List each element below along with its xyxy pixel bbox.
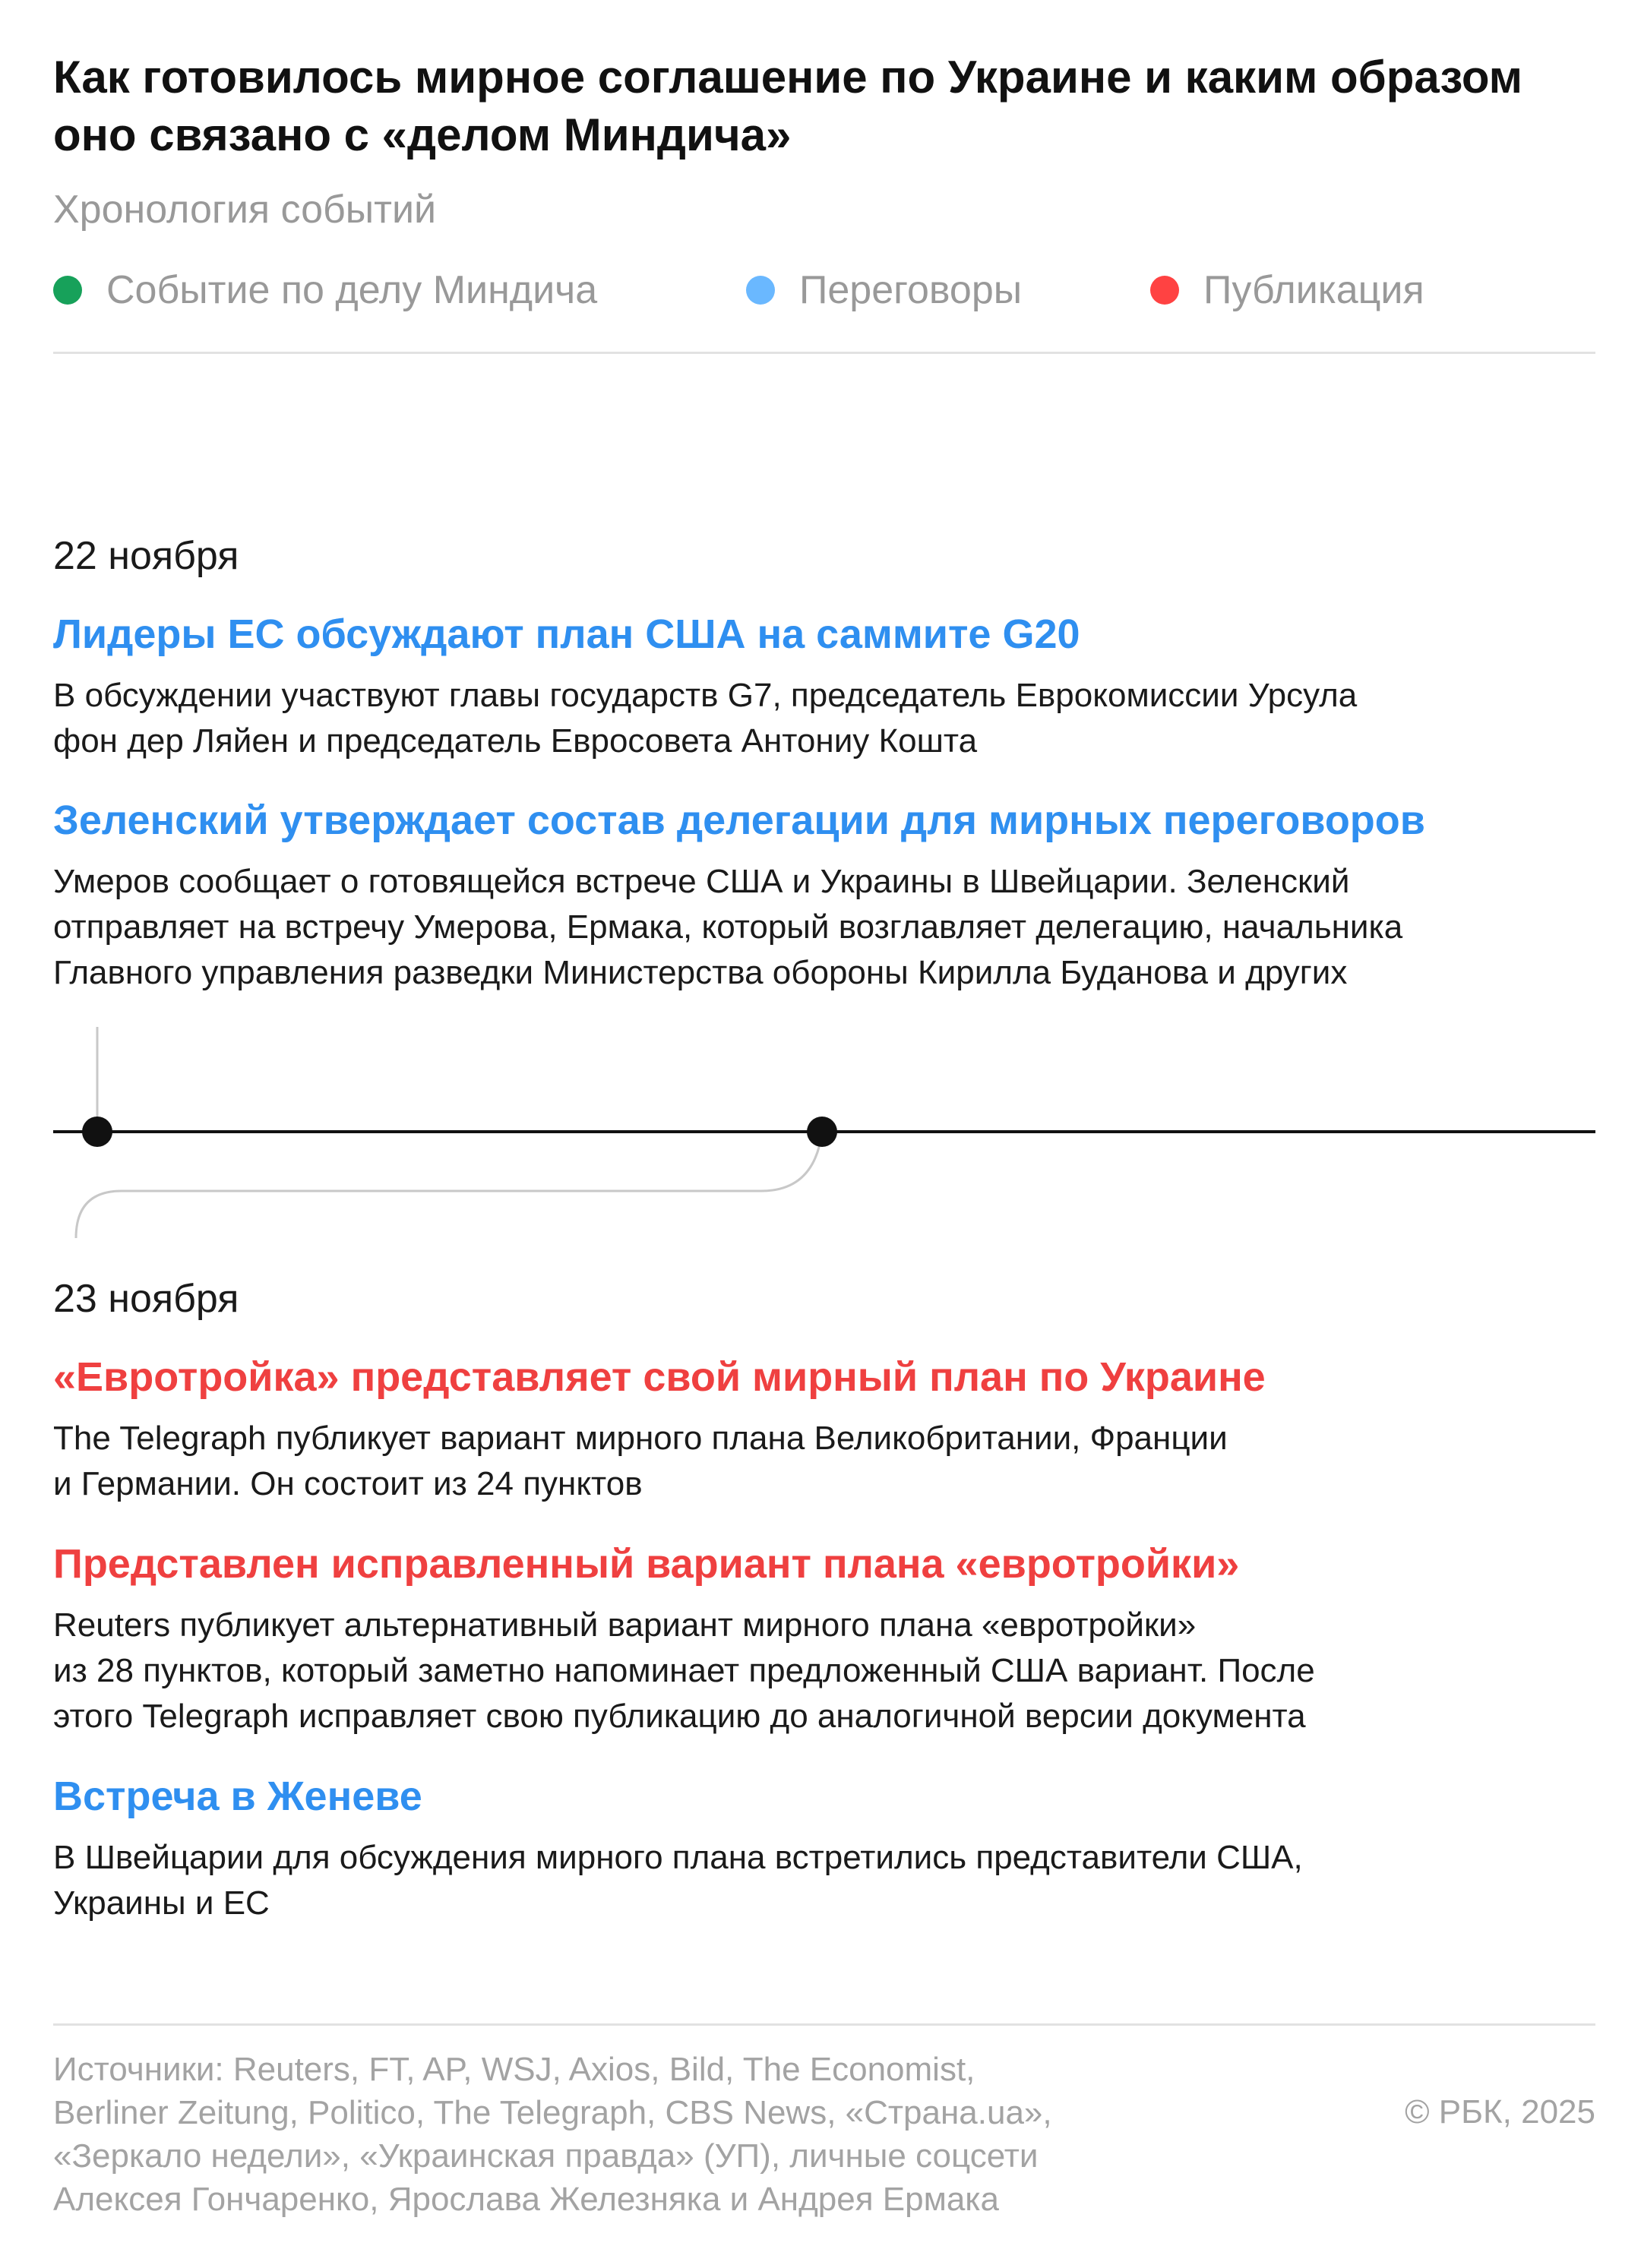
legend-label: Публикация (1203, 268, 1424, 312)
timeline (0, 1018, 1641, 1246)
divider (53, 352, 1595, 354)
event-title: Встреча в Женеве (53, 1774, 422, 1819)
legend (53, 266, 1595, 314)
legend-label: Событие по делу Миндича (106, 268, 598, 312)
page-subtitle: Хронология событий (53, 188, 437, 232)
event-eurotroika-plan (53, 1350, 1611, 1507)
timeline-marker-day2 (807, 1117, 837, 1147)
divider (53, 2023, 1595, 2026)
event-corrected-plan (53, 1537, 1611, 1739)
timeline-connector-down (76, 1132, 822, 1238)
date-label: 22 ноября (53, 534, 239, 578)
event-text: В Швейцарии для обсуждения мирного плана встретились представители США, Украины и ЕС (53, 1839, 1303, 1922)
event-text: The Telegraph публикует вариант мирного плана Великобритании, Франции и Германии. Он состоит из 24 пунктов (53, 1420, 1228, 1502)
legend-dot-red-icon (1150, 276, 1179, 305)
event-text: Reuters публикует альтернативный вариант мирного плана «евротройки» из 28 пунктов, который заметно напоминает предложенный США вариант. После этого Telegraph исправляет свою публикацию до аналогичной версии документа (53, 1606, 1315, 1735)
event-delegation (53, 794, 1611, 996)
event-title: Лидеры ЕС обсуждают план США на саммите G20 (53, 611, 1080, 657)
page-title: Как готовилось мирное соглашение по Украине и каким образом оно связано с «делом Миндича» (53, 52, 1523, 160)
copyright: © РБК, 2025 (1405, 2093, 1595, 2131)
legend-dot-green-icon (53, 276, 82, 305)
event-g20 (53, 608, 1611, 764)
legend-item-publication (1150, 266, 1424, 314)
timeline-marker-day1 (82, 1117, 112, 1147)
legend-item-mindich (53, 266, 597, 314)
legend-label: Переговоры (799, 268, 1023, 312)
event-title: Зеленский утверждает состав делегации для мирных переговоров (53, 798, 1425, 843)
event-text: Умеров сообщает о готовящейся встрече США и Украины в Швейцарии. Зеленский отправляет на встречу Умерова, Ермака, который возглавляет делегацию, начальника Главного управления разведки Министерства обороны Кирилла Буданова и других (53, 863, 1403, 991)
date-label: 23 ноября (53, 1277, 239, 1321)
event-text: В обсуждении участвуют главы государств G7, председатель Еврокомиссии Урсула фон дер Ляйен и председатель Евросовета Антониу Кошта (53, 677, 1358, 760)
event-geneva (53, 1770, 1611, 1926)
legend-item-negotiations (746, 266, 1022, 314)
sources-note: Источники: Reuters, FT, AP, WSJ, Axios, Bild, The Economist, Berliner Zeitung, Politico, The Telegraph, CBS News, «Страна.ua», «Зеркало недели», «Украинская правда» (УП), личные соцсети Алексея Гончаренко, Ярослава Железняка и Андрея Ермака (53, 2051, 1052, 2218)
event-title: «Евротройка» представляет свой мирный план по Украине (53, 1354, 1266, 1400)
event-title: Представлен исправленный вариант плана «евротройки» (53, 1541, 1240, 1587)
legend-dot-blue-icon (746, 276, 775, 305)
